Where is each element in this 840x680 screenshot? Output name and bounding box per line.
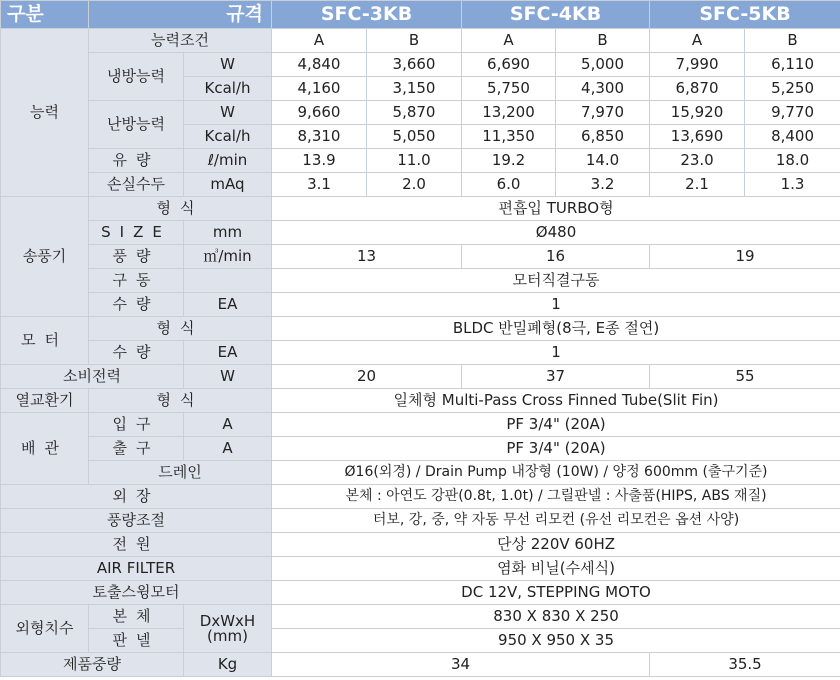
- table-row: [1, 629, 840, 653]
- cell: B: [745, 29, 840, 53]
- unit-label: ℓ/min: [184, 149, 272, 173]
- cell: 3.2: [556, 173, 650, 197]
- row-label-condition: 능력조건: [89, 29, 272, 53]
- cell: 모터직결구동: [272, 269, 840, 293]
- table-row: [1, 293, 840, 317]
- cell: 5,050: [367, 125, 462, 149]
- header-category: 구분: [1, 1, 89, 29]
- cell: 11.0: [367, 149, 462, 173]
- cell: B: [556, 29, 650, 53]
- cell: 3,150: [367, 77, 462, 101]
- row-label-outlet: 출구: [89, 437, 184, 461]
- cell: 55: [650, 365, 840, 389]
- table-row: [1, 413, 840, 437]
- cell: 3,660: [367, 53, 462, 77]
- cell: DC 12V, STEPPING MOTO: [272, 581, 840, 605]
- row-label-air-filter: AIR FILTER: [1, 557, 272, 581]
- cell: 5,250: [745, 77, 840, 101]
- cell: 16: [462, 245, 650, 269]
- cell: 3.1: [272, 173, 367, 197]
- table-row: [1, 221, 840, 245]
- cell: 18.0: [745, 149, 840, 173]
- cell: 1: [272, 293, 840, 317]
- cell: B: [367, 29, 462, 53]
- cell: 19: [650, 245, 840, 269]
- row-label-drain: 드레인: [89, 461, 272, 485]
- row-label-flow: 유량: [89, 149, 184, 173]
- cell: Ø480: [272, 221, 840, 245]
- table-row: [1, 101, 840, 125]
- cell: A: [462, 29, 556, 53]
- group-motor: 모터: [1, 317, 89, 365]
- table-row: [1, 509, 840, 533]
- cell: BLDC 반밀폐형(8극, E종 절연): [272, 317, 840, 341]
- row-label-weight: 제품중량: [1, 653, 184, 677]
- cell: 본체 : 아연도 강판(0.8t, 1.0t) / 그릴판넬 : 사출품(HIPS, ABS 재질): [272, 485, 840, 509]
- table-row: [1, 341, 840, 365]
- cell: 14.0: [556, 149, 650, 173]
- cell: 35.5: [650, 653, 840, 677]
- cell: 5,750: [462, 77, 556, 101]
- cell: 일체형 Multi-Pass Cross Finned Tube(Slit Fin): [272, 389, 840, 413]
- table-row: [1, 269, 840, 293]
- header-model-2: SFC-4KB: [462, 1, 650, 29]
- row-label-airflow-control: 풍량조절: [1, 509, 272, 533]
- cell: 1: [272, 341, 840, 365]
- cell: 13,200: [462, 101, 556, 125]
- cell: 15,920: [650, 101, 745, 125]
- header-model-3: SFC-5KB: [650, 1, 840, 29]
- unit-label: mAq: [184, 173, 272, 197]
- table-row: [1, 653, 840, 677]
- table-row: [1, 533, 840, 557]
- row-label-motor-qty: 수량: [89, 341, 184, 365]
- cell: PF 3/4" (20A): [272, 437, 840, 461]
- cell: 터보, 강, 중, 약 자동 무선 리모컨 (유선 리모컨은 옵션 사양): [272, 509, 840, 533]
- cell: 1.3: [745, 173, 840, 197]
- row-label-fan-drive: 구동: [89, 269, 184, 293]
- group-piping: 배관: [1, 413, 89, 485]
- row-label-louver-motor: 토출스윙모터: [1, 581, 272, 605]
- unit-line-1: DxWxH: [199, 611, 256, 630]
- cell: 20: [272, 365, 462, 389]
- cell: 6.0: [462, 173, 556, 197]
- cell: 7,970: [556, 101, 650, 125]
- header-model-1: SFC-3KB: [272, 1, 462, 29]
- cell: Ø16(외경) / Drain Pump 내장형 (10W) / 양정 600mm (출구기준): [272, 461, 840, 485]
- row-label-heat-exchanger-type: 형식: [89, 389, 272, 413]
- row-label-fan-qty: 수량: [89, 293, 184, 317]
- row-label-cooling: 냉방능력: [89, 53, 184, 101]
- table-row: [1, 485, 840, 509]
- header-spec: 규격: [89, 1, 272, 29]
- cell: 34: [272, 653, 650, 677]
- unit-label: ㎥/min: [184, 245, 272, 269]
- table-row: [1, 389, 840, 413]
- cell: 950 X 950 X 35: [272, 629, 840, 653]
- header-row: [1, 1, 840, 29]
- row-label-fan-airflow: 풍량: [89, 245, 184, 269]
- cell: A: [650, 29, 745, 53]
- cell: 13: [272, 245, 462, 269]
- cell: 830 X 830 X 250: [272, 605, 840, 629]
- cell: 11,350: [462, 125, 556, 149]
- unit-label: EA: [184, 341, 272, 365]
- table-row: [1, 149, 840, 173]
- row-label-motor-type: 형식: [89, 317, 272, 341]
- cell: 2.1: [650, 173, 745, 197]
- cell: 4,160: [272, 77, 367, 101]
- cell: 6,690: [462, 53, 556, 77]
- table-row: [1, 173, 840, 197]
- cell: 단상 220V 60HZ: [272, 533, 840, 557]
- cell: 8,310: [272, 125, 367, 149]
- cell: 2.0: [367, 173, 462, 197]
- cell: 6,850: [556, 125, 650, 149]
- group-heat-exchanger: 열교환기: [1, 389, 89, 413]
- table-row: [1, 29, 840, 53]
- row-label-power-consumption: 소비전력: [1, 365, 184, 389]
- cell: 염화 비닐(수세식): [272, 557, 840, 581]
- row-label-fan-size: SIZE: [89, 221, 184, 245]
- row-label-fan-type: 형식: [89, 197, 272, 221]
- unit-label: A: [184, 437, 272, 461]
- unit-label: A: [184, 413, 272, 437]
- unit-label: Kg: [184, 653, 272, 677]
- group-dimensions: 외형치수: [1, 605, 89, 653]
- group-fan: 송풍기: [1, 197, 89, 317]
- table-row: [1, 605, 840, 629]
- cell: 37: [462, 365, 650, 389]
- row-label-head-loss: 손실수두: [89, 173, 184, 197]
- table-row: [1, 557, 840, 581]
- table-row: [1, 461, 840, 485]
- cell: 13.9: [272, 149, 367, 173]
- cell: 19.2: [462, 149, 556, 173]
- table-row: [1, 197, 840, 221]
- table-row: [1, 245, 840, 269]
- cell: 13,690: [650, 125, 745, 149]
- row-label-inlet: 입구: [89, 413, 184, 437]
- cell: 편흡입 TURBO형: [272, 197, 840, 221]
- cell: 9,770: [745, 101, 840, 125]
- unit-label: Kcal/h: [184, 125, 272, 149]
- table-row: [1, 437, 840, 461]
- row-label-panel: 판넬: [89, 629, 184, 653]
- unit-label: W: [184, 365, 272, 389]
- group-capacity: 능력: [1, 29, 89, 197]
- unit-label-dimensions: [184, 605, 272, 653]
- cell: 5,000: [556, 53, 650, 77]
- row-label-power-supply: 전원: [1, 533, 272, 557]
- cell: 23.0: [650, 149, 745, 173]
- row-label-body: 본체: [89, 605, 184, 629]
- cell: 6,110: [745, 53, 840, 77]
- cell: PF 3/4" (20A): [272, 413, 840, 437]
- table-row: [1, 365, 840, 389]
- cell: 9,660: [272, 101, 367, 125]
- unit-label: Kcal/h: [184, 77, 272, 101]
- cell: 5,870: [367, 101, 462, 125]
- unit-label: EA: [184, 293, 272, 317]
- unit-line-2: (mm): [207, 626, 248, 645]
- cell: A: [272, 29, 367, 53]
- cell: 4,840: [272, 53, 367, 77]
- unit-label-empty: [184, 269, 272, 293]
- table-row: [1, 53, 840, 77]
- unit-label: W: [184, 101, 272, 125]
- unit-label: mm: [184, 221, 272, 245]
- cell: 6,870: [650, 77, 745, 101]
- row-label-exterior: 외장: [1, 485, 272, 509]
- row-label-heating: 난방능력: [89, 101, 184, 149]
- table-row: [1, 317, 840, 341]
- table-row: [1, 581, 840, 605]
- cell: 8,400: [745, 125, 840, 149]
- unit-label: W: [184, 53, 272, 77]
- cell: 4,300: [556, 77, 650, 101]
- cell: 7,990: [650, 53, 745, 77]
